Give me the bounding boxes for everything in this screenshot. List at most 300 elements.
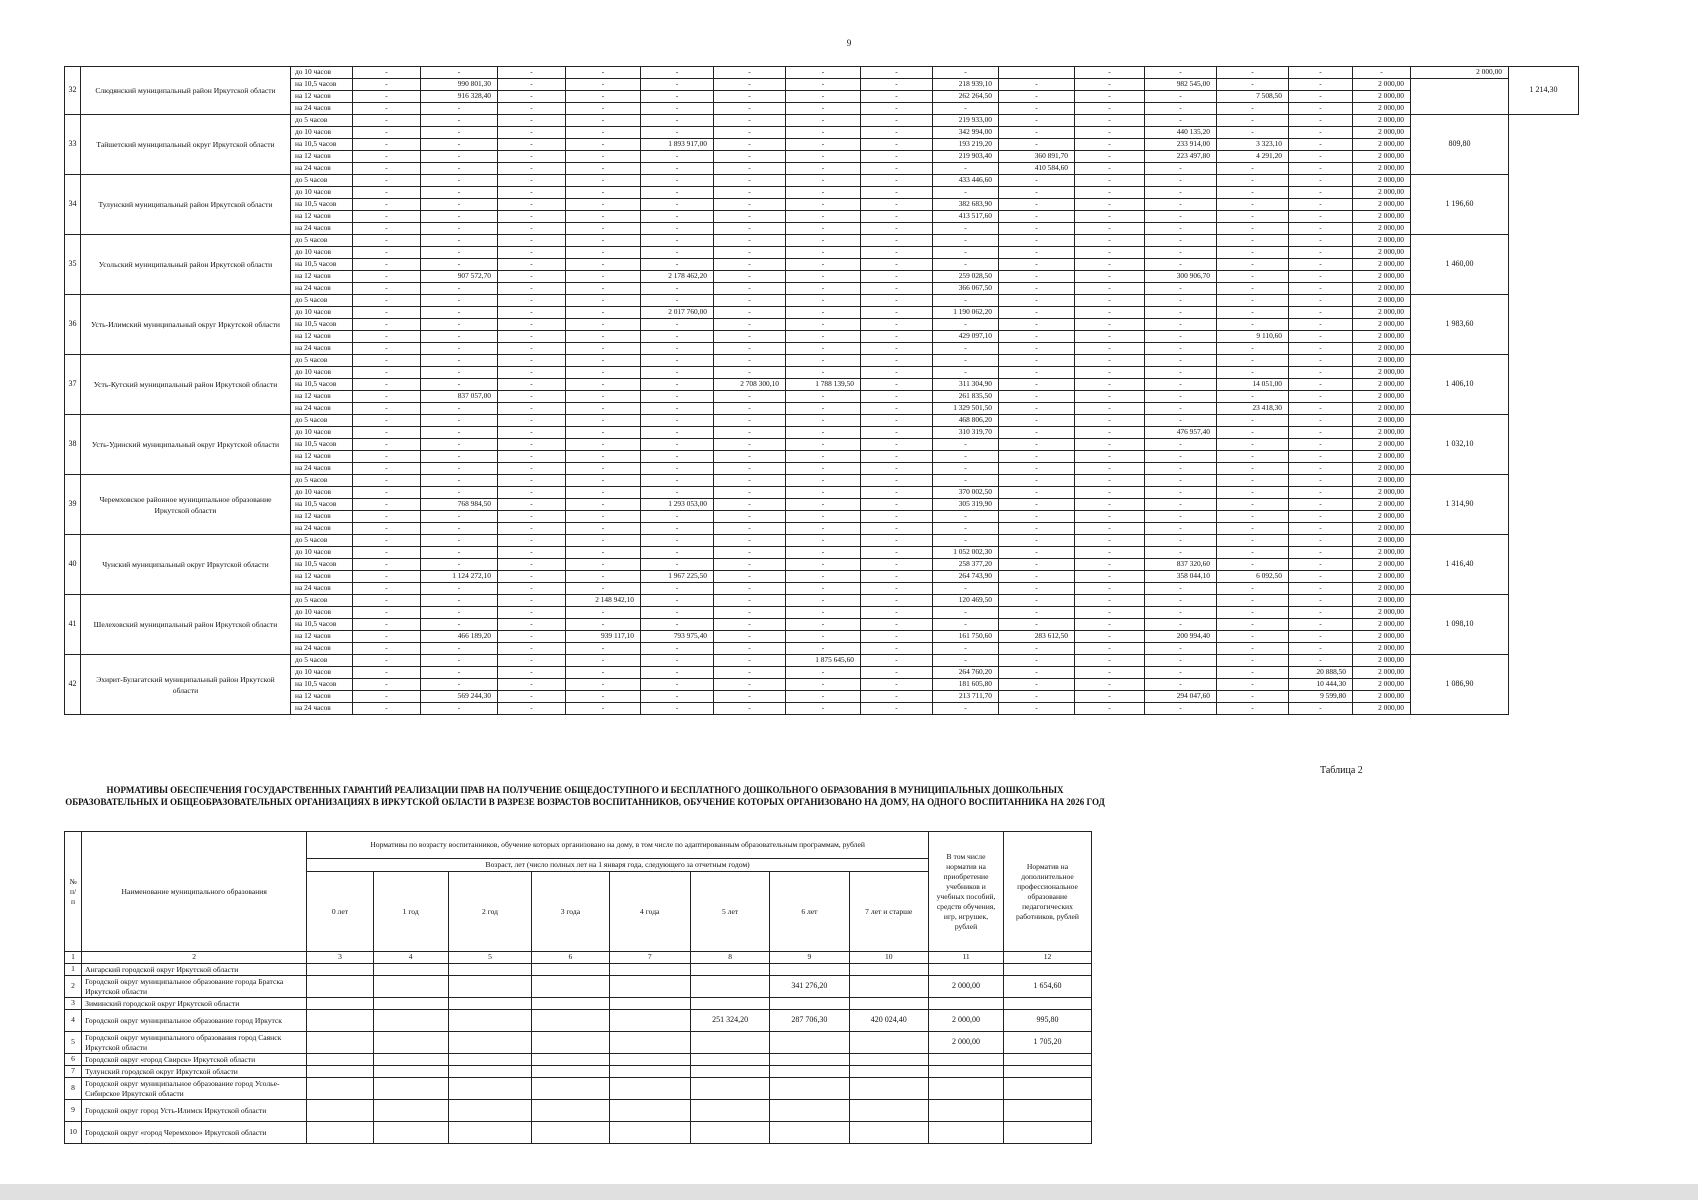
value-cell: -	[566, 535, 641, 547]
value-cell	[849, 998, 928, 1010]
value-cell: 341 276,20	[770, 976, 849, 998]
value-cell: -	[353, 151, 421, 163]
municipality-name: Чунский муниципальный округ Иркутской области	[81, 535, 291, 595]
value-cell: -	[786, 403, 861, 415]
value-cell: -	[861, 691, 933, 703]
value-cell: -	[353, 559, 421, 571]
value-cell: 261 835,50	[933, 391, 999, 403]
value-cell: -	[566, 331, 641, 343]
value-cell: -	[999, 415, 1075, 427]
value-cell: 2 000,00	[1353, 523, 1411, 535]
value-cell: -	[566, 367, 641, 379]
value-cell: -	[1075, 655, 1145, 667]
value-cell: -	[714, 247, 786, 259]
value-cell: -	[999, 427, 1075, 439]
value-cell: 2 000,00	[1353, 487, 1411, 499]
value-cell: -	[1145, 391, 1217, 403]
value-cell: -	[714, 355, 786, 367]
value-cell: -	[421, 67, 498, 79]
value-cell: -	[786, 151, 861, 163]
value-cell: -	[421, 619, 498, 631]
value-cell: 2 000,00	[1353, 343, 1411, 355]
value-cell: -	[641, 415, 714, 427]
value-cell: -	[353, 139, 421, 151]
table-row	[65, 998, 1092, 1010]
value-cell: -	[641, 475, 714, 487]
value-cell: -	[353, 67, 421, 79]
value-cell: 1 190 062,20	[933, 307, 999, 319]
value-cell: -	[999, 139, 1075, 151]
column-number: 12	[1004, 952, 1092, 964]
hours-label: до 5 часов	[291, 355, 353, 367]
table-2-title: НОРМАТИВЫ ОБЕСПЕЧЕНИЯ ГОСУДАРСТВЕННЫХ ГАРАНТИЙ РЕАЛИЗАЦИИ ПРАВ НА ПОЛУЧЕНИЕ ОБЩЕДОСТУПНОГО И БЕСПЛАТНОГО ДОШКОЛЬНОГО ОБРАЗОВАНИЯ В МУНИЦИПАЛЬНЫХ ДОШКОЛЬНЫХ ОБРАЗОВАТЕЛЬНЫХ И ОБЩЕОБРАЗОВАТЕЛЬНЫХ ОРГАНИЗАЦИЯХ В ИРКУТСКОЙ ОБЛАСТИ В РАЗРЕЗЕ ВОЗРАСТОВ ВОСПИТАННИКОВ, ОБУЧЕНИЕ КОТОРЫХ ОРГАНИЗОВАНО НА ДОМУ, НА ОДНОГО ВОСПИТАННИКА НА 2026 ГОД	[65, 785, 1105, 807]
value-cell: -	[566, 271, 641, 283]
value-cell: -	[498, 499, 566, 511]
value-cell: -	[999, 235, 1075, 247]
value-cell: -	[861, 451, 933, 463]
value-cell	[373, 998, 448, 1010]
value-cell: -	[1217, 619, 1289, 631]
table-row	[65, 151, 1579, 163]
row-number: 2	[65, 976, 82, 998]
table-2	[64, 831, 1092, 1144]
value-cell: -	[1075, 103, 1145, 115]
value-cell: -	[566, 391, 641, 403]
value-cell: -	[1075, 331, 1145, 343]
value-cell: -	[353, 259, 421, 271]
value-cell: 300 906,70	[1145, 271, 1217, 283]
value-cell: -	[1289, 511, 1353, 523]
value-cell: 1 705,20	[1004, 1032, 1092, 1054]
value-cell: -	[861, 571, 933, 583]
value-cell: 2 000,00	[1353, 199, 1411, 211]
value-cell: -	[1289, 355, 1353, 367]
value-cell: -	[566, 175, 641, 187]
age-header: 2 год	[448, 872, 532, 952]
value-cell: -	[1217, 415, 1289, 427]
value-cell: -	[498, 319, 566, 331]
value-cell: 2 000,00	[1353, 619, 1411, 631]
value-cell: -	[999, 319, 1075, 331]
value-cell: 440 135,20	[1145, 127, 1217, 139]
value-cell: 476 957,40	[1145, 427, 1217, 439]
value-cell: -	[1217, 319, 1289, 331]
value-cell: -	[498, 691, 566, 703]
value-cell: -	[786, 523, 861, 535]
value-cell: -	[714, 199, 786, 211]
value-cell: -	[1075, 703, 1145, 715]
value-cell: -	[353, 439, 421, 451]
table-row	[65, 343, 1579, 355]
value-cell: -	[566, 655, 641, 667]
row-number: 41	[65, 595, 81, 655]
hours-label: на 24 часов	[291, 703, 353, 715]
value-cell: -	[1145, 331, 1217, 343]
row-number: 34	[65, 175, 81, 235]
value-cell	[448, 1122, 532, 1144]
row-number: 32	[65, 67, 81, 115]
value-cell: -	[1075, 355, 1145, 367]
value-cell	[532, 1066, 609, 1078]
value-cell	[849, 964, 928, 976]
value-cell: 6 092,50	[1217, 571, 1289, 583]
value-cell	[1004, 1054, 1092, 1066]
hours-label: до 10 часов	[291, 367, 353, 379]
value-cell: -	[714, 451, 786, 463]
value-cell: -	[1289, 271, 1353, 283]
value-cell: -	[641, 547, 714, 559]
value-cell: -	[421, 319, 498, 331]
value-cell	[849, 1054, 928, 1066]
value-cell: 2 148 942,10	[566, 595, 641, 607]
value-cell: 410 584,60	[999, 163, 1075, 175]
value-cell: -	[999, 439, 1075, 451]
value-cell: 258 377,20	[933, 559, 999, 571]
value-cell: -	[861, 187, 933, 199]
hours-label: до 10 часов	[291, 607, 353, 619]
value-cell: -	[1289, 499, 1353, 511]
total-cell: 1 416,40	[1411, 535, 1509, 595]
row-number: 7	[65, 1066, 82, 1078]
value-cell: -	[353, 271, 421, 283]
value-cell: -	[786, 451, 861, 463]
value-cell: -	[566, 163, 641, 175]
value-cell: -	[714, 91, 786, 103]
value-cell: -	[353, 475, 421, 487]
value-cell	[609, 1066, 690, 1078]
value-cell: -	[1075, 115, 1145, 127]
value-cell	[448, 1032, 532, 1054]
age-header: 5 лет	[690, 872, 769, 952]
hours-label: на 24 часов	[291, 583, 353, 595]
value-cell: -	[498, 79, 566, 91]
value-cell: 2 000,00	[1353, 391, 1411, 403]
value-cell: -	[1075, 691, 1145, 703]
value-cell: -	[641, 163, 714, 175]
value-cell: 2 000,00	[1353, 511, 1411, 523]
value-cell: -	[1217, 667, 1289, 679]
value-cell: -	[999, 175, 1075, 187]
value-cell: -	[1145, 439, 1217, 451]
value-cell: -	[353, 619, 421, 631]
value-cell: -	[714, 595, 786, 607]
value-cell: -	[714, 643, 786, 655]
value-cell: -	[1289, 259, 1353, 271]
value-cell: -	[641, 259, 714, 271]
value-cell: -	[1217, 307, 1289, 319]
value-cell: -	[641, 691, 714, 703]
value-cell: 420 024,40	[849, 1010, 928, 1032]
value-cell: -	[1075, 343, 1145, 355]
hours-label: на 24 часов	[291, 643, 353, 655]
hours-label: на 12 часов	[291, 331, 353, 343]
value-cell: -	[498, 511, 566, 523]
value-cell: -	[861, 439, 933, 451]
value-cell: -	[1075, 511, 1145, 523]
value-cell: -	[566, 499, 641, 511]
value-cell: -	[353, 679, 421, 691]
value-cell	[373, 1066, 448, 1078]
value-cell: -	[1217, 127, 1289, 139]
value-cell: -	[1075, 151, 1145, 163]
hours-label: до 5 часов	[291, 595, 353, 607]
header-norm: Норматив на дополнительное профессиональное образование педагогических работников, рублей	[1004, 832, 1092, 952]
value-cell: -	[1289, 67, 1353, 79]
value-cell: -	[498, 535, 566, 547]
value-cell: 9 599,80	[1289, 691, 1353, 703]
value-cell: -	[1145, 403, 1217, 415]
value-cell: -	[714, 235, 786, 247]
value-cell: 837 057,00	[421, 391, 498, 403]
value-cell	[1004, 998, 1092, 1010]
hours-label: на 10,5 часов	[291, 79, 353, 91]
value-cell: -	[1289, 475, 1353, 487]
value-cell: -	[498, 295, 566, 307]
value-cell: -	[999, 667, 1075, 679]
value-cell: -	[933, 583, 999, 595]
value-cell: -	[566, 127, 641, 139]
value-cell: -	[999, 523, 1075, 535]
value-cell: 2 000,00	[1353, 499, 1411, 511]
table-row	[65, 175, 1579, 187]
value-cell	[849, 1032, 928, 1054]
hours-label: на 12 часов	[291, 511, 353, 523]
value-cell	[609, 1078, 690, 1100]
hours-label: до 5 часов	[291, 295, 353, 307]
value-cell: -	[353, 451, 421, 463]
value-cell	[532, 1100, 609, 1122]
total-cell: 1 098,10	[1411, 595, 1509, 655]
value-cell: -	[1217, 559, 1289, 571]
value-cell: 2 000,00	[1353, 271, 1411, 283]
value-cell: -	[786, 703, 861, 715]
row-number: 3	[65, 998, 82, 1010]
value-cell: -	[933, 607, 999, 619]
value-cell: -	[999, 679, 1075, 691]
hours-label: до 10 часов	[291, 427, 353, 439]
column-number: 6	[532, 952, 609, 964]
value-cell: -	[421, 379, 498, 391]
value-cell: -	[421, 583, 498, 595]
value-cell: -	[1217, 427, 1289, 439]
value-cell: -	[1145, 643, 1217, 655]
value-cell: -	[1217, 247, 1289, 259]
value-cell: 7 508,50	[1217, 91, 1289, 103]
hours-label: на 10,5 часов	[291, 679, 353, 691]
value-cell: -	[641, 151, 714, 163]
value-cell: -	[1145, 187, 1217, 199]
value-cell: -	[1075, 367, 1145, 379]
value-cell	[928, 998, 1003, 1010]
bottom-bar	[0, 1184, 1698, 1200]
value-cell: -	[353, 307, 421, 319]
municipality-name: Усольский муниципальный район Иркутской области	[81, 235, 291, 295]
value-cell	[690, 1066, 769, 1078]
value-cell: -	[1289, 607, 1353, 619]
value-cell: -	[641, 595, 714, 607]
value-cell: -	[1217, 475, 1289, 487]
value-cell: -	[1217, 79, 1289, 91]
value-cell: -	[1217, 343, 1289, 355]
value-cell	[928, 1054, 1003, 1066]
value-cell: 793 975,40	[641, 631, 714, 643]
row-number: 37	[65, 355, 81, 415]
value-cell: -	[421, 475, 498, 487]
value-cell: -	[566, 379, 641, 391]
value-cell: -	[1217, 271, 1289, 283]
value-cell: -	[566, 91, 641, 103]
value-cell: -	[1145, 235, 1217, 247]
value-cell: -	[861, 463, 933, 475]
value-cell: -	[566, 199, 641, 211]
value-cell: -	[1289, 199, 1353, 211]
value-cell: 2 000,00	[1353, 247, 1411, 259]
value-cell: -	[1217, 631, 1289, 643]
value-cell: -	[714, 271, 786, 283]
hours-label: до 5 часов	[291, 475, 353, 487]
value-cell: 161 750,60	[933, 631, 999, 643]
value-cell: -	[933, 163, 999, 175]
value-cell: -	[714, 391, 786, 403]
value-cell: -	[498, 703, 566, 715]
value-cell: -	[786, 547, 861, 559]
municipality-name: Городской округ муниципальное образование город Усолье-Сибирское Иркутской области	[82, 1078, 307, 1100]
value-cell: -	[1075, 547, 1145, 559]
value-cell: -	[1217, 547, 1289, 559]
hours-label: до 10 часов	[291, 127, 353, 139]
table-row	[65, 331, 1579, 343]
table-row	[65, 163, 1579, 175]
value-cell: -	[498, 151, 566, 163]
value-cell	[307, 1032, 373, 1054]
value-cell: -	[786, 559, 861, 571]
value-cell: -	[786, 643, 861, 655]
value-cell: -	[1217, 187, 1289, 199]
value-cell: -	[641, 511, 714, 523]
value-cell: -	[861, 319, 933, 331]
value-cell: -	[566, 475, 641, 487]
value-cell: 2 000,00	[1353, 703, 1411, 715]
value-cell: -	[933, 355, 999, 367]
table-row	[65, 79, 1579, 91]
value-cell: 569 244,30	[421, 691, 498, 703]
value-cell: 294 047,60	[1145, 691, 1217, 703]
value-cell: -	[498, 451, 566, 463]
value-cell	[770, 1054, 849, 1066]
value-cell: 2 000,00	[1353, 403, 1411, 415]
value-cell: -	[999, 223, 1075, 235]
table-row	[65, 451, 1579, 463]
value-cell: -	[498, 475, 566, 487]
value-cell: 2 000,00	[1353, 559, 1411, 571]
value-cell: -	[566, 79, 641, 91]
value-cell: -	[861, 271, 933, 283]
value-cell: -	[1289, 247, 1353, 259]
value-cell: -	[861, 427, 933, 439]
hours-label: до 10 часов	[291, 547, 353, 559]
value-cell	[307, 1078, 373, 1100]
value-cell: -	[1075, 499, 1145, 511]
value-cell: -	[498, 463, 566, 475]
table-row	[65, 475, 1579, 487]
value-cell: -	[1217, 595, 1289, 607]
value-cell: -	[1217, 367, 1289, 379]
age-header: 0 лет	[307, 872, 373, 952]
value-cell: -	[714, 679, 786, 691]
row-number: 33	[65, 115, 81, 175]
value-cell: -	[641, 643, 714, 655]
value-cell: -	[353, 79, 421, 91]
value-cell: -	[421, 451, 498, 463]
value-cell: -	[714, 631, 786, 643]
value-cell: 2 000,00	[1353, 175, 1411, 187]
value-cell: -	[861, 67, 933, 79]
value-cell: -	[566, 223, 641, 235]
table-1-continued	[64, 66, 1579, 715]
value-cell	[690, 998, 769, 1010]
value-cell	[532, 976, 609, 998]
value-cell: -	[641, 703, 714, 715]
table-row	[65, 427, 1579, 439]
value-cell: 2 000,00	[1353, 643, 1411, 655]
age-header: 6 лет	[770, 872, 849, 952]
value-cell: -	[1217, 199, 1289, 211]
value-cell: 2 000,00	[1353, 103, 1411, 115]
value-cell: -	[566, 343, 641, 355]
value-cell: -	[999, 571, 1075, 583]
value-cell: -	[1075, 535, 1145, 547]
value-cell: -	[999, 499, 1075, 511]
value-cell: -	[999, 451, 1075, 463]
value-cell	[849, 1066, 928, 1078]
hours-label: на 10,5 часов	[291, 619, 353, 631]
value-cell	[373, 1054, 448, 1066]
table-row	[65, 655, 1579, 667]
value-cell: -	[714, 415, 786, 427]
row-number: 1	[65, 964, 82, 976]
value-cell: -	[566, 295, 641, 307]
value-cell: -	[498, 547, 566, 559]
value-cell: -	[1289, 655, 1353, 667]
value-cell: -	[421, 607, 498, 619]
value-cell: -	[566, 307, 641, 319]
column-number: 4	[373, 952, 448, 964]
table-row	[65, 1078, 1092, 1100]
municipality-name: Усть-Кутский муниципальный район Иркутской области	[81, 355, 291, 415]
value-cell: -	[1145, 523, 1217, 535]
value-cell: 990 801,30	[421, 79, 498, 91]
value-cell: -	[353, 403, 421, 415]
value-cell: -	[498, 187, 566, 199]
value-cell: 1 293 053,00	[641, 499, 714, 511]
hours-label: на 12 часов	[291, 451, 353, 463]
value-cell: -	[566, 427, 641, 439]
value-cell: 2 000,00	[1353, 295, 1411, 307]
value-cell: -	[1145, 595, 1217, 607]
value-cell: -	[498, 379, 566, 391]
age-header: 7 лет и старше	[849, 872, 928, 952]
municipality-name: Слюдянский муниципальный район Иркутской области	[81, 67, 291, 115]
value-cell	[690, 964, 769, 976]
value-cell	[448, 1100, 532, 1122]
value-cell: 433 446,60	[933, 175, 999, 187]
header-age-group: Возраст, лет (число полных лет на 1 января года, следующего за отчетным годом)	[307, 859, 929, 872]
value-cell: 311 304,90	[933, 379, 999, 391]
value-cell	[928, 1122, 1003, 1144]
value-cell: -	[421, 295, 498, 307]
value-cell: -	[498, 91, 566, 103]
hours-label: до 5 часов	[291, 655, 353, 667]
